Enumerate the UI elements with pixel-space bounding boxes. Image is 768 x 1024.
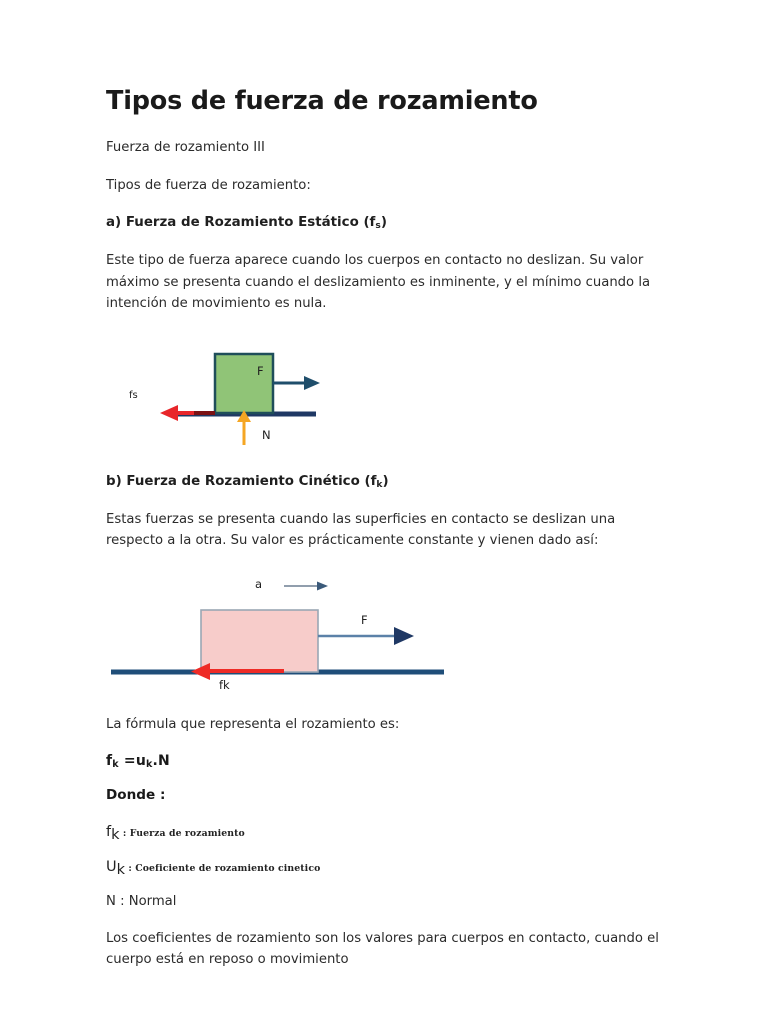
acceleration-arrowhead bbox=[317, 582, 328, 591]
definition-fk-symbol: f bbox=[106, 823, 112, 840]
definition-uk bbox=[106, 858, 662, 879]
static-friction-svg bbox=[136, 332, 466, 450]
definition-fk-subscript: k bbox=[111, 827, 120, 843]
acceleration-label: a bbox=[255, 577, 263, 592]
applied-force-arrowhead bbox=[304, 376, 320, 390]
applied-force-label: F bbox=[257, 363, 264, 378]
section-a-heading-prefix: a) Fuerza de Rozamiento Estático (f bbox=[106, 215, 376, 231]
formula-intro: La fórmula que representa el rozamiento es: bbox=[106, 717, 400, 733]
block-shape bbox=[201, 610, 318, 672]
document-subtitle: Fuerza de rozamiento III bbox=[106, 139, 265, 155]
section-b-heading-prefix: b) Fuerza de Rozamiento Cinético (f bbox=[106, 473, 377, 489]
definition-n bbox=[106, 894, 662, 909]
friction-arrowhead bbox=[160, 405, 178, 421]
kinetic-friction-diagram bbox=[106, 568, 662, 696]
applied-force-label: F bbox=[361, 613, 368, 628]
applied-force-arrowhead bbox=[394, 627, 414, 645]
section-a-heading-suffix: ) bbox=[380, 215, 387, 231]
definition-fk bbox=[106, 823, 662, 843]
definition-uk-text: : Coeficiente de rozamiento cinetico bbox=[125, 863, 321, 875]
section-a-heading-subscript: s bbox=[375, 221, 381, 232]
friction-formula bbox=[106, 753, 662, 769]
formula-equals: =u bbox=[118, 752, 146, 769]
static-friction-diagram bbox=[106, 332, 662, 450]
page-title: Tipos de fuerza de rozamiento bbox=[106, 86, 538, 116]
intro-text: Tipos de fuerza de rozamiento: bbox=[106, 177, 311, 193]
section-a-heading bbox=[106, 213, 662, 233]
formula-f: f bbox=[106, 752, 113, 769]
section-b-heading-subscript: k bbox=[376, 479, 383, 490]
section-a-paragraph: Este tipo de fuerza aparece cuando los cuerpos en contacto no deslizan. Su valor máximo se presenta cuando el deslizamiento es inminente, y el mínimo cuando la intención de movimiento es nula. bbox=[106, 253, 651, 312]
donde-label: Donde : bbox=[106, 786, 166, 803]
section-b-heading-suffix: ) bbox=[382, 473, 389, 489]
definition-n-symbol: N bbox=[106, 893, 116, 909]
closing-paragraph: Los coeficientes de rozamiento son los valores para cuerpos en contacto, cuando el cuerpo está en reposo o movimiento bbox=[106, 930, 659, 968]
formula-tail: .N bbox=[152, 752, 170, 769]
friction-force-label: fk bbox=[219, 678, 230, 693]
definition-n-text: : Normal bbox=[115, 893, 177, 909]
document-content bbox=[106, 86, 662, 988]
definition-uk-symbol: U bbox=[106, 859, 117, 876]
section-b-paragraph: Estas fuerzas se presenta cuando las superficies en contacto se deslizan una respecto a la otra. Su valor es prácticamente constante y vienen dado así: bbox=[106, 511, 616, 549]
friction-force-label: fs bbox=[129, 389, 138, 401]
block-shape bbox=[215, 354, 273, 413]
kinetic-friction-svg bbox=[106, 568, 456, 696]
section-b-heading bbox=[106, 472, 662, 492]
definition-uk-subscript: k bbox=[116, 862, 126, 879]
formula-f-subscript: k bbox=[112, 758, 119, 770]
definition-fk-text: : Fuerza de rozamiento bbox=[119, 827, 245, 839]
normal-force-label: N bbox=[262, 427, 271, 442]
formula-u-subscript: k bbox=[146, 758, 153, 770]
